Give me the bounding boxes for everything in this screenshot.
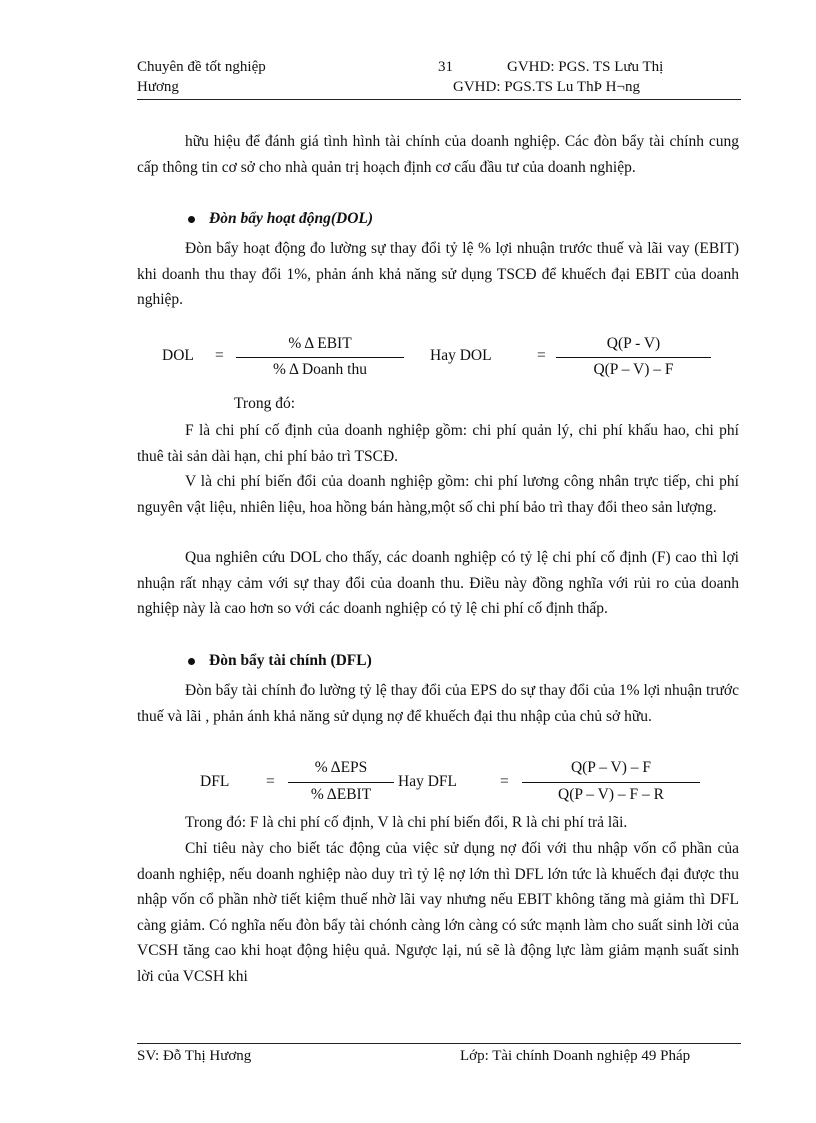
footer-student: SV: Đỗ Thị Hương [137, 1048, 252, 1064]
bullet-dot-icon [188, 216, 195, 223]
dfl-numerator: % ΔEPS [314, 759, 368, 776]
dfl-equals: = [266, 773, 275, 790]
dol-alt-fraction-line [556, 357, 711, 358]
paragraph-dol-analysis: Qua nghiên cứu DOL cho thấy, các doanh nghiệp có tỷ lệ chi phí cố định (F) cao thì lợi nhuận rất nhạy cảm với sự thay đổi của doanh thu. Điều này đồng nghĩa với rủi ro của doanh nghiệp này là cao hơn so với các doanh nghiệp có tỷ lệ chi phí cố định thấp. [137, 549, 739, 617]
dfl-label: DFL [200, 773, 230, 790]
dfl-alt-label: Hay DFL [398, 773, 457, 790]
dfl-alt-numerator: Q(P – V) – F [570, 759, 652, 776]
header-advisor-garbled: GVHD: PGS.TS Lu ThÞ H¬ng [453, 79, 640, 95]
dfl-denominator: % ΔEBIT [310, 786, 372, 803]
dol-alt-label: Hay DOL [430, 347, 492, 364]
paragraph-dol-definition: Đòn bẩy hoạt động đo lường sự thay đổi tỷ lệ % lợi nhuận trước thuế và lãi vay (EBIT) khi doanh thu thay đổi 1%, phản ánh khả năng sử dụng TSCĐ để khuếch đại EBIT của doanh nghiệp. [137, 240, 739, 308]
header-advisor: GVHD: PGS. TS Lưu Thị [507, 59, 664, 75]
header-name-continued: Hương [137, 79, 179, 95]
paragraph-dfl-analysis: Chỉ tiêu này cho biết tác động của việc sử dụng nợ đối với thu nhập vốn cổ phần của doanh nghiệp, nếu doanh nghiệp nào duy trì tỷ lệ nợ lớn thì DFL lớn tức là khuếch đại được thu nhập vốn cổ phần nhờ tiết kiệm thuế nhờ lãi vay nhưng nếu EBIT không tăng mà giảm thì DFL càng giảm. Có nghĩa nếu đòn bẩy tài chónh càng lớn càng có sức mạnh làm cho suất sinh lời của VCSH tăng cao khi hoạt động hiệu quả. Ngược lại, nú sẽ là động lực làm giảm mạnh suất sinh lời của VCSH khi [137, 840, 739, 985]
dol-denominator: % Δ Doanh thu [273, 361, 367, 378]
bullet-dot-icon [188, 658, 195, 665]
bullet-dfl-title: Đòn bẩy tài chính (DFL) [209, 652, 372, 669]
bullet-dol [188, 210, 373, 228]
paragraph-intro: hữu hiệu để đánh giá tình hình tài chính của doanh nghiệp. Các đòn bẩy tài chính cung cấp thông tin cơ sở cho nhà quản trị hoạch định cơ cấu đầu tư của doanh nghiệp. [137, 133, 739, 176]
header-rule [137, 99, 741, 100]
dfl-alt-fraction-line [522, 782, 700, 783]
dfl-alt-denominator: Q(P – V) – F – R [558, 786, 664, 803]
where-label: Trong đó: [234, 395, 296, 412]
where-dfl: Trong đó: F là chi phí cố định, V là chi phí biến đổi, R là chi phí trả lãi. [185, 814, 628, 831]
bullet-dol-title: Đòn bẩy hoạt động(DOL) [209, 210, 374, 227]
dfl-alt-equals: = [500, 773, 509, 790]
paragraph-fixed-cost: F là chi phí cố định của doanh nghiệp gồm: chi phí quản lý, chi phí khấu hao, chi phí thuê tài sản dài hạn, chi phí bảo trì TSCĐ. [137, 422, 739, 465]
dol-alt-numerator: Q(P - V) [606, 335, 661, 352]
paragraph-dfl-definition: Đòn bẩy tài chính đo lường tỷ lệ thay đổi của EPS do sự thay đổi của 1% lợi nhuận trước thuế và lãi , phản ánh khả năng sử dụng nợ để khuếch đại thu nhập của chủ sở hữu. [137, 682, 739, 725]
dol-numerator: % Δ EBIT [288, 335, 352, 352]
dol-label: DOL [162, 347, 194, 364]
header-topic: Chuyên đề tốt nghiệp [137, 59, 266, 75]
footer-rule [137, 1043, 741, 1044]
bullet-dfl [188, 652, 372, 670]
dol-equals: = [215, 347, 224, 364]
dol-alt-equals: = [537, 347, 546, 364]
page-number: 31 [438, 59, 453, 75]
paragraph-variable-cost: V là chi phí biến đổi của doanh nghiệp gồm: chi phí lương công nhân trực tiếp, chi phí nguyên vật liệu, nhiên liệu, hoa hồng bán hàng,một số chi phí bảo trì thay đổi theo sản lượng. [137, 473, 739, 516]
dol-fraction-line [236, 357, 404, 358]
footer-class: Lớp: Tài chính Doanh nghiệp 49 Pháp [460, 1048, 691, 1064]
dol-alt-denominator: Q(P – V) – F [593, 361, 674, 378]
dfl-fraction-line [288, 782, 394, 783]
